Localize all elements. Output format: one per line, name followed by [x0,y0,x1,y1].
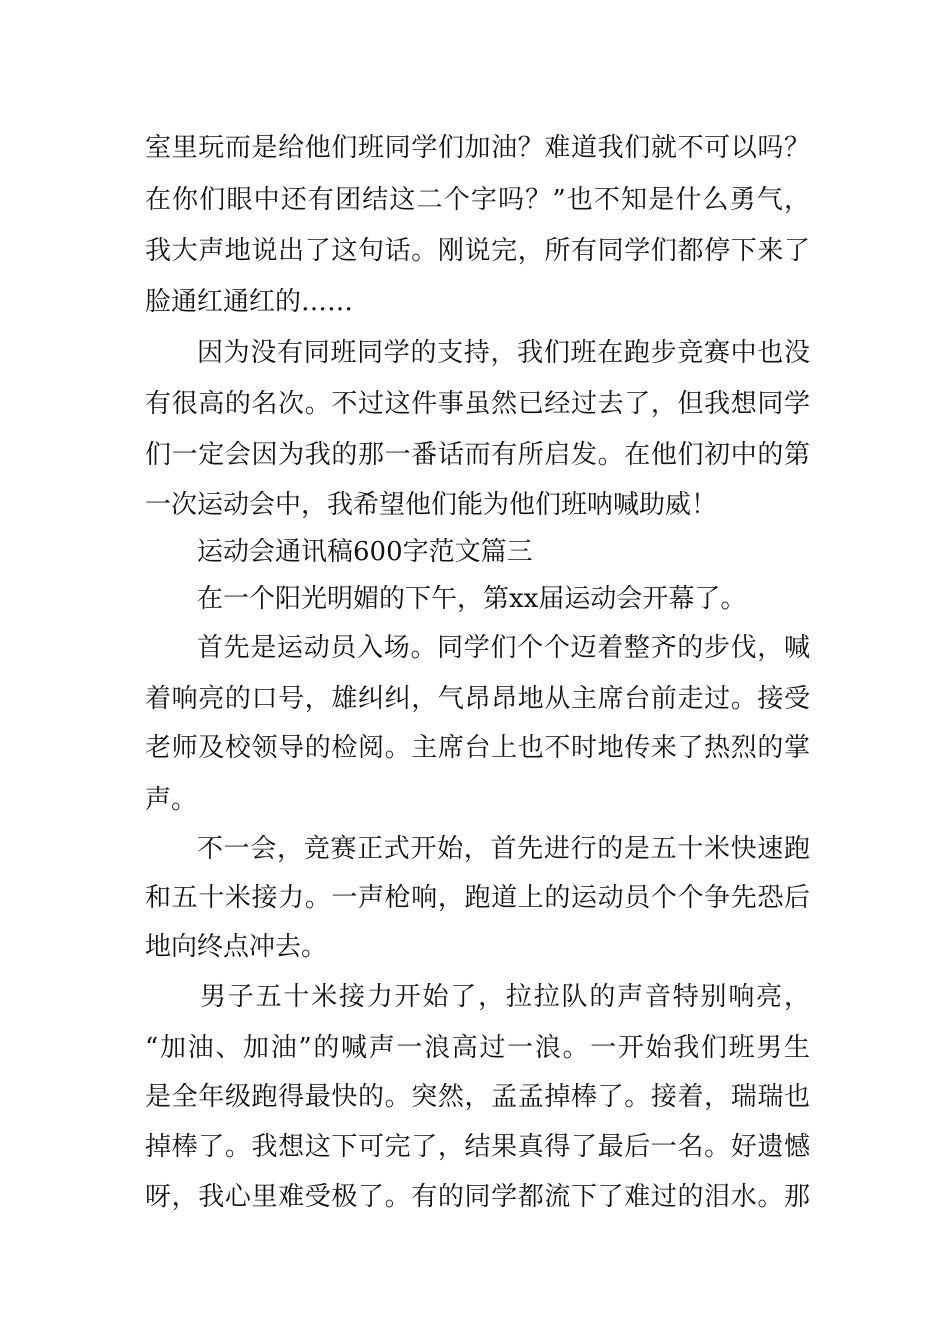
text-line: 是全年级跑得最快的。突然，孟孟掉棒了。接着，瑞瑞也 [145,1082,810,1112]
text-line: 在你们眼中还有团结这二个字吗？”也不知是什么勇气， [145,185,810,215]
text-line: 和五十米接力。一声枪响，跑道上的运动员个个争先恐后 [145,883,810,913]
text-line: 一次运动会中，我希望他们能为他们班呐喊助威！ [145,490,718,520]
text-line: 呀，我心里难受极了。有的同学都流下了难过的泪水。那 [145,1182,810,1212]
text-line: 我大声地说出了这句话。刚说完，所有同学们都停下来了 [145,236,810,266]
paragraph-first-line: 不一会，竞赛正式开始，首先进行的是五十米快速跑 [197,834,810,864]
section-heading: 运动会通讯稿600字范文篇三 [197,537,533,567]
text-line: 地向终点冲去。 [145,932,328,962]
text-line: 老师及校领导的检阅。主席台上也不时地传来了热烈的掌 [145,733,810,763]
paragraph-first-line: 在一个阳光明媚的下午，第xx届运动会开幕了。 [197,584,747,614]
paragraph-first-line: 男子五十米接力开始了，拉拉队的声音特别响亮， [200,982,810,1012]
text-line: 室里玩而是给他们班同学们加油？难道我们就不可以吗？ [145,133,810,163]
text-line: 们一定会因为我的那一番话而有所启发。在他们初中的第 [145,440,810,470]
text-line: 掉棒了。我想这下可完了，结果真得了最后一名。好遗憾 [145,1132,810,1162]
text-line: “加油、加油”的喊声一浪高过一浪。一开始我们班男生 [145,1033,810,1063]
text-line: 脸通红通红的…… [145,287,354,317]
text-line: 着响亮的口号，雄纠纠，气昂昂地从主席台前走过。接受 [145,684,810,714]
paragraph-first-line: 首先是运动员入场。同学们个个迈着整齐的步伐，喊 [197,633,810,663]
paragraph-first-line: 因为没有同班同学的支持，我们班在跑步竞赛中也没 [197,338,810,368]
text-line: 声。 [145,785,198,815]
text-line: 有很高的名次。不过这件事虽然已经过去了，但我想同学 [145,389,810,419]
